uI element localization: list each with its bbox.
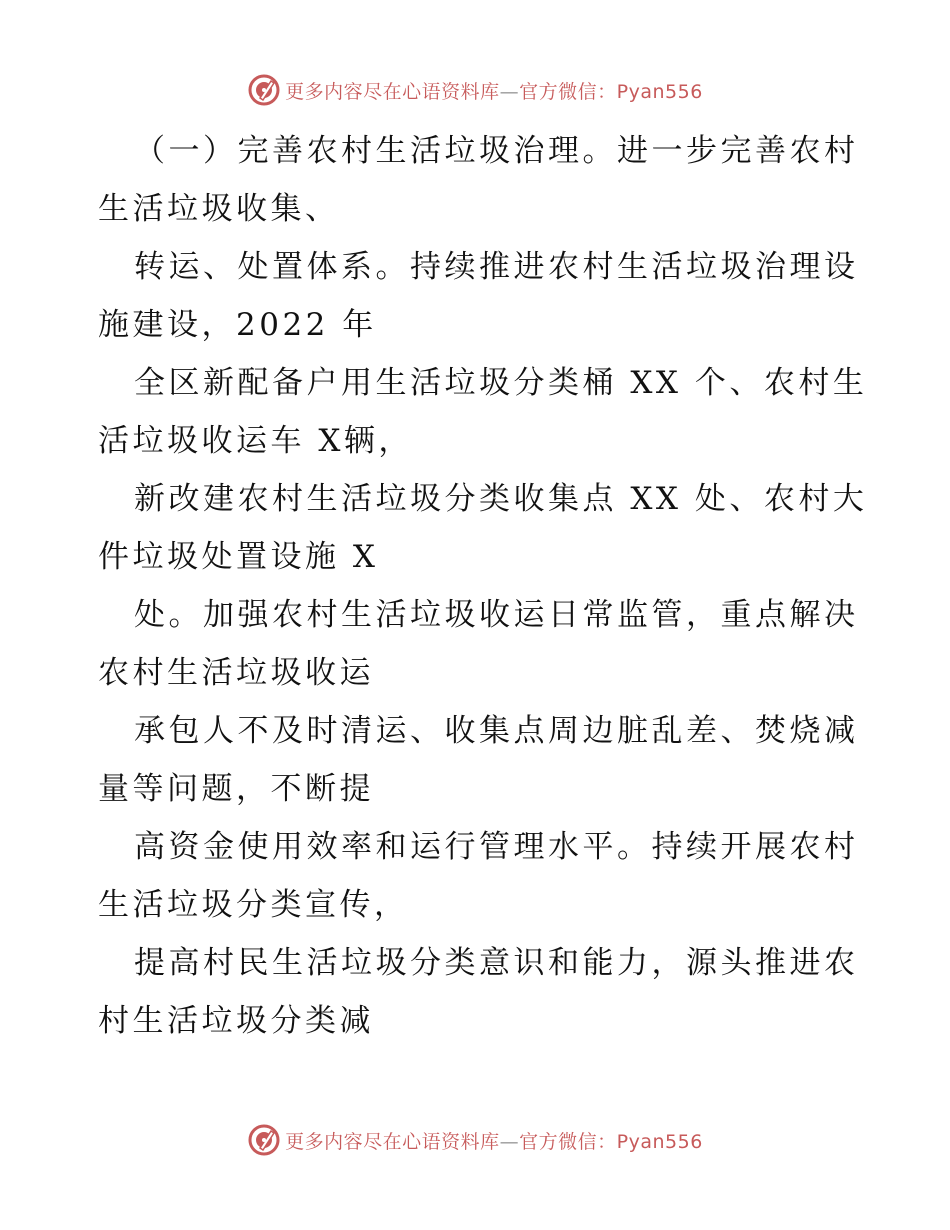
text-line: 转运、处置体系。持续推进农村生活垃圾治理设 bbox=[134, 249, 859, 285]
footer-watermark bbox=[0, 1120, 950, 1160]
pen-nib-seal-icon bbox=[247, 1123, 281, 1157]
text-line: 件垃圾处置设施 X bbox=[98, 539, 379, 575]
text-line: 量等问题，不断提 bbox=[98, 771, 374, 807]
watermark-text: 更多内容尽在心语资料库—官方微信：Pyan556 bbox=[285, 1130, 703, 1153]
text-line: 高资金使用效率和运行管理水平。持续开展农村 bbox=[134, 829, 859, 865]
text-line: 生活垃圾收集、 bbox=[98, 191, 340, 227]
text-line: 农村生活垃圾收运 bbox=[98, 655, 374, 691]
text-line: 施建设，2022 年 bbox=[98, 307, 377, 343]
text-line: （一）完善农村生活垃圾治理。进一步完善农村 bbox=[134, 133, 859, 169]
text-line: 处。加强农村生活垃圾收运日常监管，重点解决 bbox=[134, 597, 859, 633]
pen-nib-seal-icon bbox=[247, 73, 281, 107]
header-watermark bbox=[0, 70, 950, 110]
text-line: 承包人不及时清运、收集点周边脏乱差、焚烧减 bbox=[134, 713, 859, 749]
document-body bbox=[98, 122, 868, 1050]
watermark-text: 更多内容尽在心语资料库—官方微信：Pyan556 bbox=[285, 80, 703, 103]
text-line: 活垃圾收运车 X辆， bbox=[98, 423, 413, 459]
text-line: 生活垃圾分类宣传， bbox=[98, 887, 409, 923]
text-line: 提高村民生活垃圾分类意识和能力，源头推进农 bbox=[134, 945, 859, 981]
text-line: 全区新配备户用生活垃圾分类桶 XX 个、农村生 bbox=[134, 365, 868, 401]
text-line: 村生活垃圾分类减 bbox=[98, 1003, 374, 1039]
text-line: 新改建农村生活垃圾分类收集点 XX 处、农村大 bbox=[134, 481, 868, 517]
